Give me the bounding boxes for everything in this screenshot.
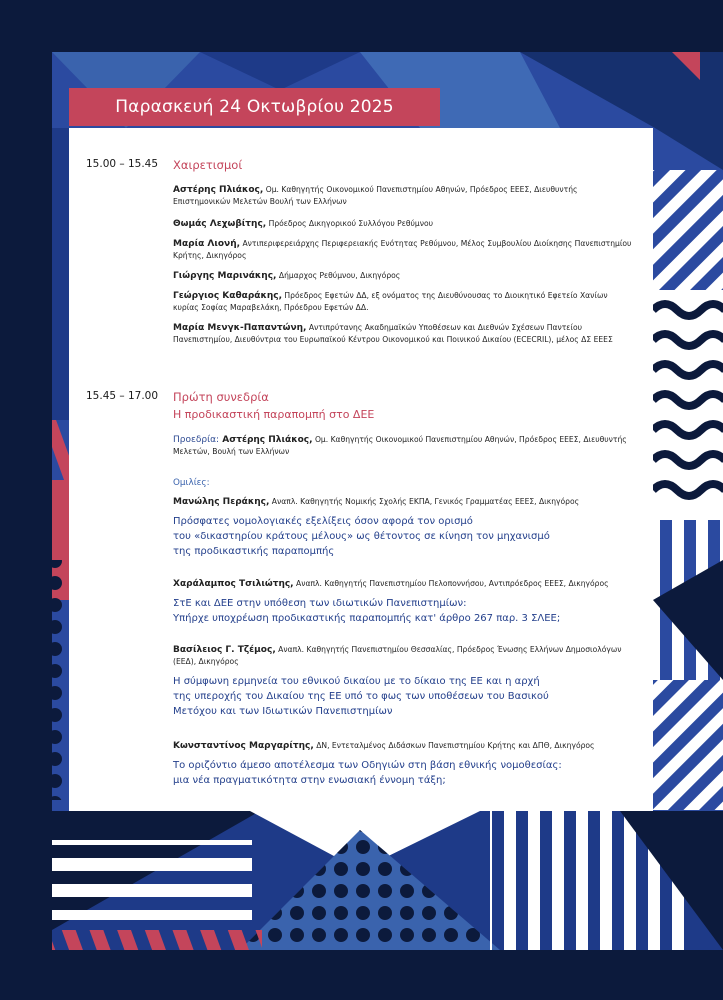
speaker-desc: Αντιπρύτανης Ακαδημαϊκών Υποθέσεων και Διεθνών Σχέσεων Παντείου Πανεπιστημίου, Διευθύντρια του Ευρωπαϊκού Κέντρου Οικονομικού και Ποινικού Δικαίου (ECECRIL), μέλος ΔΣ ΕΕΕΣ	[173, 323, 613, 344]
greeting-entry	[173, 270, 633, 282]
chair-name: Αστέρης Πλιάκος,	[219, 435, 313, 445]
talk-title-line: Μετόχου και των Ιδιωτικών Πανεπιστημίων	[173, 706, 393, 717]
session-title: Πρώτη συνεδρία	[173, 390, 269, 404]
greeting-entry	[173, 218, 633, 230]
greeting-entry	[173, 184, 633, 208]
speaker-name: Βασίλειος Γ. Τζέμος,	[173, 645, 276, 655]
talk-title-line: ΣτΕ και ΔΕΕ στην υπόθεση των ιδιωτικών Πανεπιστημίων:	[173, 598, 467, 609]
talk-title-line: Η σύμφωνη ερμηνεία του εθνικού δικαίου με το δίκαιο της ΕΕ και η αρχή	[173, 676, 540, 687]
session-subtitle: Η προδικαστική παραπομπή στο ΔΕΕ	[173, 408, 375, 421]
talk-title-line: της υπεροχής του Δικαίου της ΕΕ υπό το φως των υποθέσεων του Βασικού	[173, 691, 549, 702]
talk-title-line: μια νέα πραγματικότητα στην ενωσιακή έννομη τάξη;	[173, 775, 446, 786]
talk-title-line: Υπήρχε υποχρέωση προδικαστικής παραπομπής κατ' άρθρο 267 παρ. 3 ΣΛΕΕ;	[173, 613, 561, 624]
talk-title-line: Το οριζόντιο άμεσο αποτέλεσμα των Οδηγιών στη βάση εθνικής νομοθεσίας:	[173, 760, 562, 771]
speaker-desc: Πρόεδρος Εφετών ΔΔ, εξ ονόματος της Διευθύνουσας το Διοικητικό Εφετείο Χανίων κυρίας Σοφίας Μαραβελάκη, Πρόεδρου Εφετών ΔΔ.	[173, 291, 608, 312]
talk-speaker	[173, 740, 643, 752]
session-time: 15.00 – 15.45	[86, 158, 159, 170]
talk-title-line: Πρόσφατες νομολογιακές εξελίξεις όσον αφορά τον ορισμό	[173, 516, 473, 527]
speaker-desc: Αναπλ. Καθηγητής Πανεπιστημίου Πελοποννήσου, Αντιπρόεδρος ΕΕΕΣ, Δικηγόρος	[293, 579, 609, 588]
speaker-name: Αστέρης Πλιάκος,	[173, 185, 264, 195]
speaker-desc: ΔΝ, Εντεταλμένος Διδάσκων Πανεπιστημίου Κρήτης και ΔΠΘ, Δικηγόρος	[313, 741, 595, 750]
speaker-name: Μαρία Μενγκ-Παπαντώνη,	[173, 323, 307, 333]
speaker-name: Χαράλαμπος Τσιλιώτης,	[173, 579, 294, 589]
talk-title	[173, 674, 643, 719]
talk-title	[173, 596, 643, 626]
speaker-desc: Ομ. Καθηγητής Οικονομικού Πανεπιστημίου Αθηνών, Πρόεδρος ΕΕΕΣ, Διευθυντής Επιστημονικών Μελετών Βουλή των Ελλήνων	[173, 185, 578, 206]
speaker-desc: Αντιπεριφερειάρχης Περιφερειακής Ενότητας Ρεθύμνου, Μέλος Συμβουλίου Διοίκησης Πανεπιστημίου Κρήτης, Δικηγόρος	[173, 239, 632, 260]
greeting-entry	[173, 290, 633, 314]
speaker-desc: Αναπλ. Καθηγητής Νομικής Σχολής ΕΚΠΑ, Γενικός Γραμματέας ΕΕΕΣ, Δικηγόρος	[269, 497, 580, 506]
speaker-name: Μανώλης Περάκης,	[173, 497, 270, 507]
program-panel	[69, 128, 653, 811]
session-time: 15.45 – 17.00	[86, 390, 159, 402]
greeting-entry	[173, 238, 633, 262]
session-title: Χαιρετισμοί	[173, 158, 243, 172]
speaker-name: Θωμάς Λεχωβίτης,	[173, 219, 267, 229]
talk-title-line: του «δικαστηρίου κράτους μέλους» ως θέτοντος σε κίνηση τον μηχανισμό	[173, 531, 550, 542]
speaker-desc: Αναπλ. Καθηγητής Πανεπιστημίου Θεσσαλίας, Πρόεδρος Ένωσης Ελλήνων Δημοσιολόγων (ΕΕΔ), Δικηγόρος	[173, 645, 622, 666]
speaker-name: Κωνσταντίνος Μαργαρίτης,	[173, 741, 314, 751]
talk-speaker	[173, 644, 643, 668]
date-banner: Παρασκευή 24 Οκτωβρίου 2025	[69, 88, 440, 126]
speaker-name: Γεώργιος Καθαράκης,	[173, 291, 283, 301]
speaker-desc: Πρόεδρος Δικηγορικού Συλλόγου Ρεθύμνου	[266, 219, 434, 228]
talk-speaker	[173, 496, 643, 508]
chair-label: Προεδρία:	[173, 435, 220, 445]
talks-label: Ομιλίες:	[173, 478, 210, 488]
chair-desc: Ομ. Καθηγητής Οικονομικού Πανεπιστημίου Αθηνών, Πρόεδρος ΕΕΕΣ, Διευθυντής Μελετών, Βουλή των Ελλήνων	[173, 435, 627, 456]
greeting-entry	[173, 322, 633, 346]
chair-entry	[173, 434, 633, 458]
talk-title	[173, 514, 643, 559]
speaker-desc: Δήμαρχος Ρεθύμνου, Δικηγόρος	[276, 271, 401, 280]
speaker-name: Γιώργης Μαρινάκης,	[173, 271, 277, 281]
talk-title-line: της προδικαστικής παραπομπής	[173, 546, 335, 557]
speaker-name: Μαρία Λιονή,	[173, 239, 241, 249]
talk-title	[173, 758, 643, 788]
talk-speaker	[173, 578, 643, 590]
